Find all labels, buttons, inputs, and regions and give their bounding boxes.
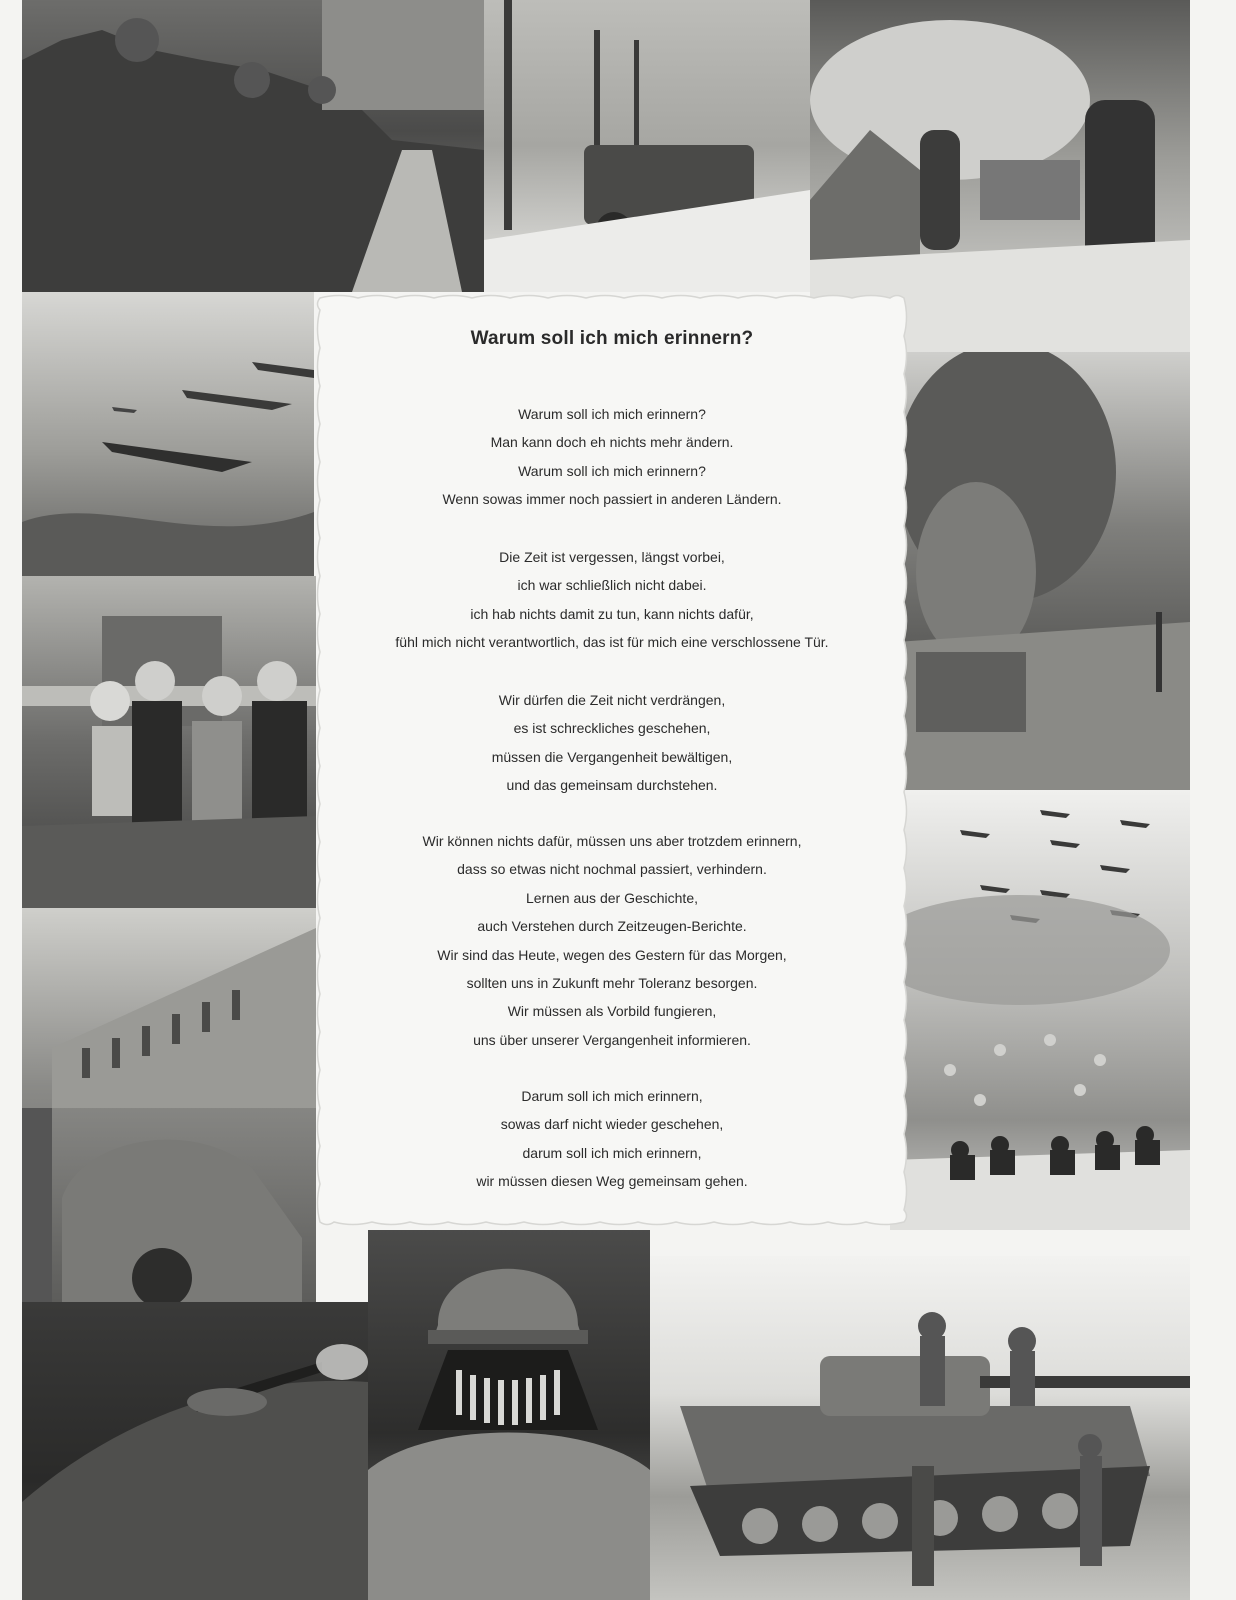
- poem-line: wir müssen diesen Weg gemeinsam gehen.: [476, 1173, 748, 1190]
- poem-line: Warum soll ich mich erinnern?: [518, 462, 706, 479]
- poem-line: Wenn sowas immer noch passiert in anderen Ländern.: [442, 491, 782, 508]
- poem-line: Wir dürfen die Zeit nicht verdrängen,: [498, 692, 726, 708]
- poem-line: Man kann doch eh nichts mehr ändern.: [490, 434, 734, 451]
- fighter-planes-photo: [22, 292, 314, 582]
- poem-line: Warum soll ich mich erinnern?: [518, 406, 706, 422]
- poem-stanza-1: [312, 400, 912, 514]
- poem-title: Warum soll ich mich erinnern?: [470, 328, 754, 349]
- poem-card: [312, 290, 912, 1230]
- poem-line: Wir müssen als Vorbild fungieren,: [507, 1003, 717, 1020]
- poem-line: müssen die Vergangenheit bewältigen,: [491, 748, 733, 765]
- poem-line: Lernen aus der Geschichte,: [526, 889, 698, 906]
- soldier-helmet-back-photo: [368, 1230, 650, 1600]
- poem-line: ich war schließlich nicht dabei.: [517, 577, 707, 594]
- poem-line: und das gemeinsam durchstehen.: [506, 777, 718, 794]
- poem-line: dass so etwas nicht nochmal passiert, verhindern.: [457, 861, 767, 878]
- tank-with-soldiers-photo: [650, 1256, 1190, 1600]
- poem-stanza-3: [312, 686, 912, 800]
- poem-line: Die Zeit ist vergessen, längst vorbei,: [499, 549, 725, 565]
- poem-line: darum soll ich mich erinnern,: [522, 1144, 702, 1161]
- poem-line: es ist schreckliches geschehen,: [513, 720, 711, 737]
- poem-line: Darum soll ich mich erinnern,: [521, 1088, 703, 1104]
- poem-line: ich hab nichts damit zu tun, kann nichts dafür,: [470, 605, 754, 622]
- sailors-and-women-photo: [22, 576, 316, 908]
- ruined-street-car-photo: [22, 908, 316, 1306]
- truck-in-snow-photo: [484, 0, 810, 292]
- poem-line: fühl mich nicht verantwortlich, das ist für mich eine verschlossene Tür.: [395, 634, 829, 651]
- poem-line: Wir können nichts dafür, müssen uns aber trotzdem erinnern,: [422, 833, 802, 849]
- poem-line: sowas darf nicht wieder geschehen,: [500, 1116, 724, 1133]
- smoke-battlefield-photo: [896, 352, 1190, 790]
- poem-stanza-2: [312, 543, 912, 657]
- poem-line: Wir sind das Heute, wegen des Gestern für das Morgen,: [437, 946, 787, 963]
- poem: [312, 290, 912, 1230]
- poem-line: uns über unserer Vergangenheit informieren.: [473, 1031, 751, 1048]
- poem-stanza-4: [312, 827, 912, 1054]
- paratroopers-photo: [890, 790, 1190, 1230]
- poem-line: sollten uns in Zukunft mehr Toleranz besorgen.: [466, 975, 758, 992]
- marching-soldiers-photo: [22, 0, 484, 292]
- anti-aircraft-gun-photo: [22, 1302, 368, 1600]
- poem-line: auch Verstehen durch Zeitzeugen-Berichte.: [477, 918, 747, 935]
- poem-stanza-5: [312, 1082, 912, 1196]
